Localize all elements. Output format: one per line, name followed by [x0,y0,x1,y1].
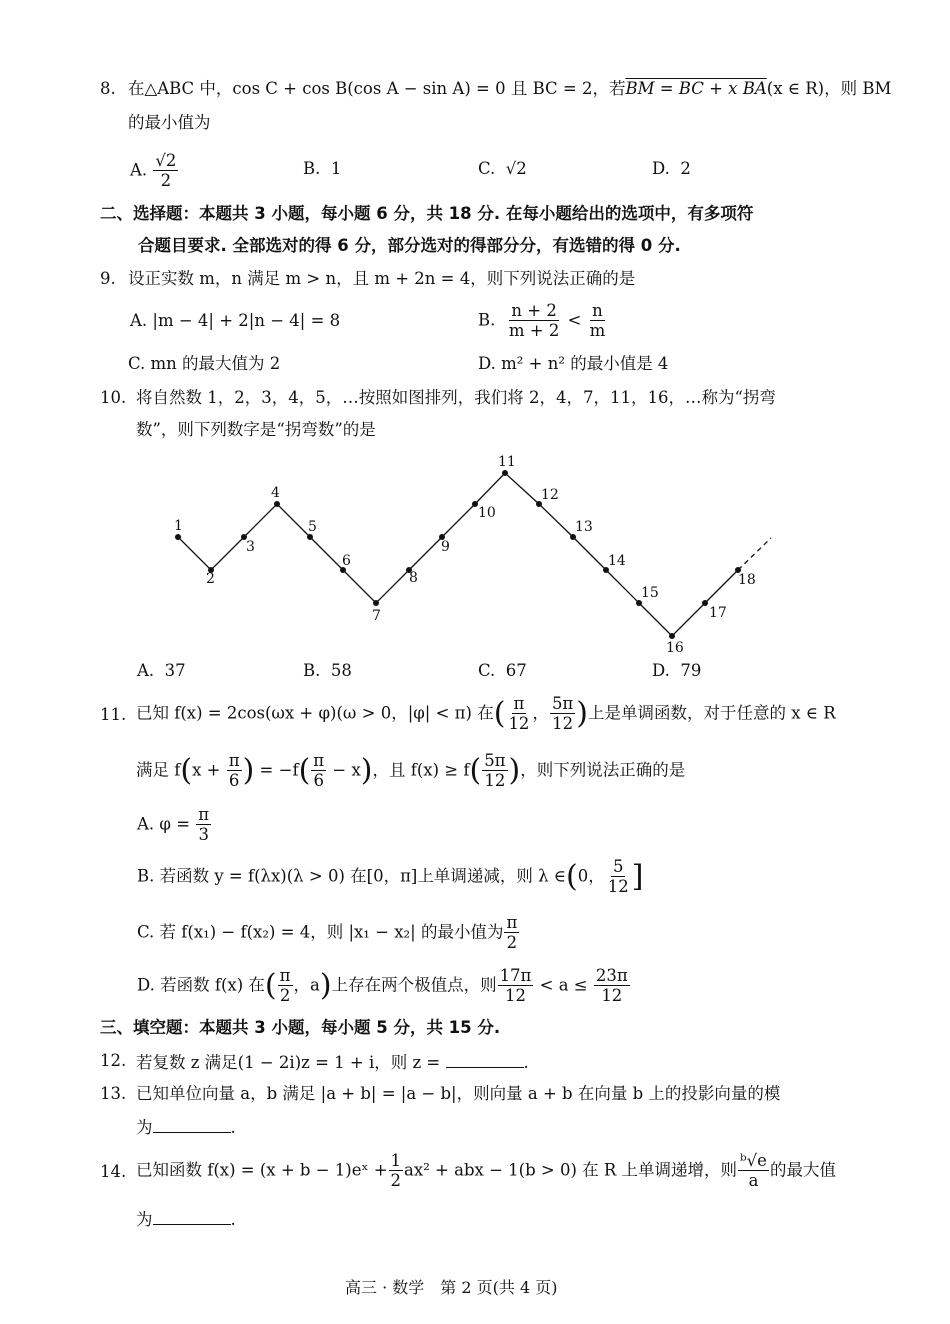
q12-stem: 若复数 z 满足(1 − 2i)z = 1 + i，则 z = . [136,1053,529,1072]
q9-option-c: C. mn 的最大值为 2 [128,354,281,373]
q8-number: 8. [100,79,116,98]
q9-stem: 设正实数 m，n 满足 m > n，且 m + 2n = 4，则下列说法正确的是 [128,269,636,288]
q10-option-c: C. 67 [478,661,527,680]
q13-number: 13. [100,1084,127,1103]
zigzag-point [669,633,675,639]
q11-number: 11. [100,705,127,724]
zigzag-label: 11 [498,454,516,470]
q14-stem: 已知函数 f(x) = (x + b − 1)eˣ + $\frac{1}{2}$ ax² + abx − 1(b > 0) 在 R 上单调递增，则 $\frac{\text{ᵇ√e}}{a}$ 的最大值 [136,1151,836,1191]
q9-option-b: B. $\frac{n + 2}{m + 2}$ < $\frac{n}{m}$ [478,301,606,341]
zigzag-label: 10 [478,505,496,521]
zigzag-label: 2 [206,571,215,587]
zigzag-point [175,534,181,540]
zigzag-label: 16 [666,640,684,656]
zigzag-label: 18 [738,572,756,588]
q13-line2: 为 . [136,1118,236,1137]
q9-option-a: A. |m − 4| + 2|n − 4| = 8 [130,311,341,330]
q10-zigzag-figure [0,450,950,670]
q11-option-c: C. 若 f(x₁) − f(x₂) = 4，则 |x₁ − x₂| 的最小值为 $\frac{\pi}{2}$ [137,913,518,953]
q8-option-d: D. 2 [652,159,691,178]
q8-option-c: C. √2 [478,159,527,178]
zigzag-label: 4 [271,485,280,501]
q14-number: 14. [100,1162,127,1181]
q14-line2: 为 . [136,1210,236,1229]
section3-heading: 三、填空题：本题共 3 小题，每小题 5 分，共 15 分. [100,1018,501,1037]
zigzag-path [174,454,771,656]
zigzag-label: 9 [441,539,450,555]
zigzag-label: 8 [409,570,418,586]
q8-vector-eq: BM = BC + x BA [625,79,767,98]
q11-option-d: D. 若函数 f(x) 在( $\frac{\pi}{2}$ ，a)上存在两个极值点，则 $\frac{17\pi}{12}$ < a ≤ $\frac{23\pi}{12}$ [137,966,628,1006]
section2-heading-line2: 合题目要求. 全部选对的得 6 分，部分选对的得部分分，有选错的得 0 分. [138,236,681,255]
zigzag-line [178,473,738,636]
zigzag-point [702,600,708,606]
zigzag-label: 13 [575,519,593,535]
q13-answer-blank[interactable] [153,1118,231,1133]
q10-stem-line1: 将自然数 1，2，3，4，5，…按照如图排列，我们将 2，4，7，11，16，…称为“拐弯 [136,388,776,407]
q10-option-b: B. 58 [303,661,352,680]
q12-number: 12. [100,1051,127,1070]
q8-option-a: A. $\frac{√2}{2}$ [130,151,177,191]
q8-stem-line1 [128,81,891,98]
q8-option-a-value: $\frac{√2}{2}$ [155,151,177,191]
page-footer: 高三 · 数学 第 2 页(共 4 页) [345,1278,558,1297]
q9-number: 9. [100,269,116,288]
zigzag-point [274,501,280,507]
q8-stem-tail: (x ∈ R)，则 BM [766,79,892,98]
q9-option-d: D. m² + n² 的最小值是 4 [478,354,669,373]
zigzag-label: 5 [308,519,317,535]
q11-stem-line1: 已知 f(x) = 2cos(ωx + φ)(ω > 0，|φ| < π) 在( $\frac{\pi}{12}$ ， $\frac{5\pi}{12}$ )上是单调函数，对于任意的 x ∈ R [136,694,836,734]
zigzag-label: 12 [541,487,559,503]
zigzag-label: 14 [608,553,626,569]
zigzag-point [373,600,379,606]
q10-option-a: A. 37 [137,661,186,680]
zigzag-label: 3 [246,539,255,555]
zigzag-label: 15 [641,585,659,601]
q11-stem-line2: 满足 f(x + $\frac{\pi}{6}$ ) = −f( $\frac{\pi}{6}$ − x)，且 f(x) ≥ f( $\frac{5\pi}{12}$ )，则下列说法正确的是 [136,751,686,791]
q11-option-a: A. φ = $\frac{\pi}{3}$ [137,805,210,845]
section2-heading-line1: 二、选择题：本题共 3 小题，每小题 6 分，共 18 分. 在每小题给出的选项中，有多项符 [100,204,754,223]
zigzag-label: 1 [174,518,183,534]
q11-option-b: B. 若函数 y = f(λx)(λ > 0) 在[0，π]上单调递减，则 λ ∈(0， $\frac{5}{12}$ ] [137,857,644,897]
q10-stem-line2: 数”，则下列数字是“拐弯数”的是 [136,420,376,439]
q10-number: 10. [100,388,127,407]
q8-stem-text: 在△ABC 中，cos C + cos B(cos A − sin A) = 0 且 BC = 2，若 [128,79,626,98]
zigzag-label: 6 [342,553,351,569]
q8-option-b: B. 1 [303,159,342,178]
zigzag-label: 17 [709,605,727,621]
q13-stem: 已知单位向量 a，b 满足 |a + b| = |a − b|，则向量 a + b 在向量 b 上的投影向量的模 [136,1084,781,1103]
q8-stem-line2: 的最小值为 [128,113,211,132]
q10-option-d: D. 79 [652,661,702,680]
zigzag-label: 7 [372,608,381,624]
zigzag-point [502,470,508,476]
q12-answer-blank[interactable] [446,1053,524,1068]
zigzag-continuation [738,538,771,570]
q14-answer-blank[interactable] [153,1210,231,1225]
